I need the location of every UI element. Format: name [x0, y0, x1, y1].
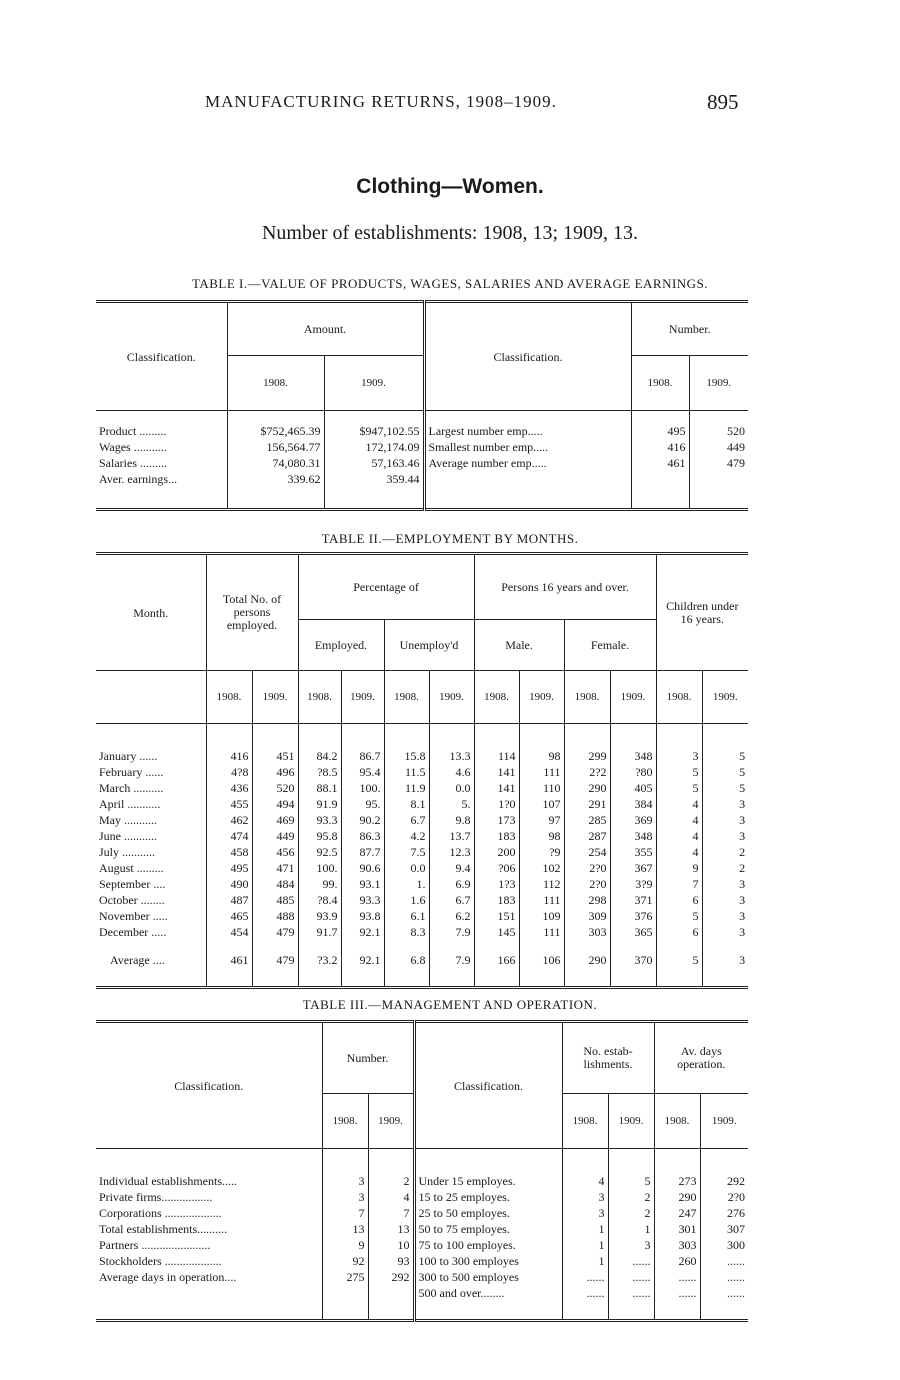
table-row: Individual establishments..... 3 2 Under 15 employes. 4 5 273 292: [96, 1173, 748, 1189]
page-number: 895: [707, 90, 739, 114]
table-row: February ...... 4?8 496 ?8.5 95.4 11.5 4.6 141 111 2?2 ?80 5 5: [96, 764, 748, 780]
t3-h-classification-left: Classification.: [174, 1078, 244, 1093]
table-row: October ........ 487 485 ?8.4 93.3 1.6 6.7 183 111 298 371 6 3: [96, 892, 748, 908]
table-row: July ........... 458 456 92.5 87.7 7.5 12.3 200 ?9 254 355 4 2: [96, 844, 748, 860]
table3: Classification. Number. Classification. No. estab-lishments. Av. days operation. 1908. 1909. 1908. 1909. 1908. 1909. Individual establishments..... 3 2 Under 15 employes. 4 5 273 292 Private firms................. 3 4 15 to 25 employes. 3 2 290 2?0 Corporations ................... 7 7 25 to 50 employes. 3 2 247 276 Total establishments.......... 13 13 50 to 75 employes. 1 1 301 307 Partners ....................... 9 10 75 to 100 employes. 1 3 303 300 Stockholders ................... 92 93 100 to 300 employes 1 ...... 260 ...... Average days in operation.... 275 292 300 to 500 employes ...... ...... ...... ...... 500 and over........ ...... ...... ...... ......: [96, 1020, 748, 1322]
page-title: Clothing—Women.: [356, 175, 544, 198]
table-row: May ........... 462 469 93.3 90.2 6.7 9.8 173 97 285 369 4 3: [96, 812, 748, 828]
t3-h-number: Number.: [322, 1022, 414, 1094]
t2-h-children: Children under 16 years.: [656, 554, 748, 671]
table-row: Salaries ......... 74,080.31 57,163.46 Average number emp..... 461 479: [96, 455, 748, 471]
establishments-subtitle: Number of establishments: 1908, 13; 1909, 13.: [261, 222, 639, 244]
t2-h-male: Male.: [474, 620, 564, 671]
t1-h-num-1909: 1909.: [689, 356, 748, 411]
running-header: [0, 92, 900, 118]
t2-h-persons16: Persons 16 years and over.: [474, 554, 656, 620]
table-row: November ..... 465 488 93.9 93.8 6.1 6.2 151 109 309 376 5 3: [96, 908, 748, 924]
table-row: March .......... 436 520 88.1 100. 11.9 0.0 141 110 290 405 5 5: [96, 780, 748, 796]
table1: [96, 300, 748, 511]
table-row: December ..... 454 479 91.7 92.1 8.3 7.9 145 111 303 365 6 3: [96, 924, 748, 940]
t1-h-1909: 1909.: [324, 356, 424, 411]
table-row: Private firms................. 3 4 15 to 25 employes. 3 2 290 2?0: [96, 1189, 748, 1205]
t1-h-number: Number.: [631, 302, 748, 356]
t2-h-employed: Employed.: [298, 620, 384, 671]
t3-h-classification-right: Classification.: [414, 1022, 562, 1149]
table1-caption: TABLE I.—VALUE OF PRODUCTS, WAGES, SALARIES AND AVERAGE EARNINGS.: [191, 276, 709, 291]
t2-h-total: Total No. of persons employed.: [206, 554, 298, 671]
t2-h-percentage: Percentage of: [298, 554, 474, 620]
table2-caption: TABLE II.—EMPLOYMENT BY MONTHS.: [321, 531, 579, 546]
t2-h-unemployed: Unemploy'd: [384, 620, 474, 671]
table2: Month. Total No. of persons employed. Percentage of Persons 16 years and over. Children under 16 years. Employed. Unemploy'd Male. Female. 1908. 1909. 1908. 1909. 1908. 1909. 1908. 1909. 1908. 1909. 1908. 1909. January ...... 416 451 84.2 86.7 15.8 13.3 114 98 299 348 3 5 February ...... 4?8 496 ?8.5 95.4 11.5 4.6 141 111 2?2 ?80 5 5 March .......... 436 520 88.1 100. 11.9 0.0 141 110 290 405 5 5 April ........... 455 494 91.9 95. 8.1 5. 1?0 107 291 384 4 3 May ........... 462 469 93.3 90.2 6.7 9.8 173 97 285 369 4 3 June ........... 474 449 95.8 86.3 4.2 13.7 183 98 287 348 4 3 July ........... 458 456 92.5 87.7 7.5 12.3 200 ?9 254 355 4 2 August ......... 495 471 100. 90.6 0.0 9.4 ?06 102 2?0 367 9 2 September .... 490 484 99. 93.1 1. 6.9 1?3 112 2?0 3?9 7 3 October ........ 487 485 ?8.4 93.3 1.6 6.7 183 111 298 371 6 3 November ..... 465 488 93.9 93.8 6.1 6.2 151 109 309 376 5 3 December ..... 454 479 91.7 92.1 8.3 7.9 145 111 303 365 6 3 Average .... 461 479 ?3.2 92.1 6.8 7.9 166 106 290 370 5 3: [96, 552, 748, 989]
t1-h-classification-left: Classification.: [126, 349, 196, 364]
t3-h-noestab: No. estab-lishments.: [562, 1022, 654, 1094]
t1-h-num-1908: 1908.: [631, 356, 689, 411]
table-row: September .... 490 484 99. 93.1 1. 6.9 1?3 112 2?0 3?9 7 3: [96, 876, 748, 892]
t2-h-female: Female.: [564, 620, 656, 671]
table-row: Corporations ................... 7 7 25 to 50 employes. 3 2 247 276: [96, 1205, 748, 1221]
t1-h-amount: Amount.: [227, 302, 424, 356]
table-row: Stockholders ................... 92 93 100 to 300 employes 1 ...... 260 ......: [96, 1253, 748, 1269]
table-row: August ......... 495 471 100. 90.6 0.0 9.4 ?06 102 2?0 367 9 2: [96, 860, 748, 876]
t2-h-month: Month.: [133, 605, 169, 620]
t2-average-row: Average .... 461 479 ?3.2 92.1 6.8 7.9 166 106 290 370 5 3: [96, 952, 748, 968]
running-title: MANUFACTURING RETURNS, 1908–1909.: [205, 92, 557, 111]
t3-h-avdays: Av. days operation.: [654, 1022, 748, 1094]
table-row: January ...... 416 451 84.2 86.7 15.8 13.3 114 98 299 348 3 5: [96, 748, 748, 764]
t1-h-classification-right: Classification.: [424, 302, 631, 411]
table-row: Total establishments.......... 13 13 50 to 75 employes. 1 1 301 307: [96, 1221, 748, 1237]
table-row: June ........... 474 449 95.8 86.3 4.2 13.7 183 98 287 348 4 3: [96, 828, 748, 844]
table-row: Average days in operation.... 275 292 300 to 500 employes ...... ...... ...... ......: [96, 1269, 748, 1285]
table-row: April ........... 455 494 91.9 95. 8.1 5. 1?0 107 291 384 4 3: [96, 796, 748, 812]
table-row: 500 and over........ ...... ...... ...... ......: [96, 1285, 748, 1301]
table-row: Wages ........... 156,564.77 172,174.09 Smallest number emp..... 416 449: [96, 439, 748, 455]
table3-caption: TABLE III.—MANAGEMENT AND OPERATION.: [302, 997, 598, 1012]
t1-h-1908: 1908.: [227, 356, 324, 411]
table-row: Product ......... $752,465.39 $947,102.55 Largest number emp..... 495 520: [96, 423, 748, 439]
table-row: Partners ....................... 9 10 75 to 100 employes. 1 3 303 300: [96, 1237, 748, 1253]
table-row: Aver. earnings... 339.62 359.44: [96, 471, 748, 487]
